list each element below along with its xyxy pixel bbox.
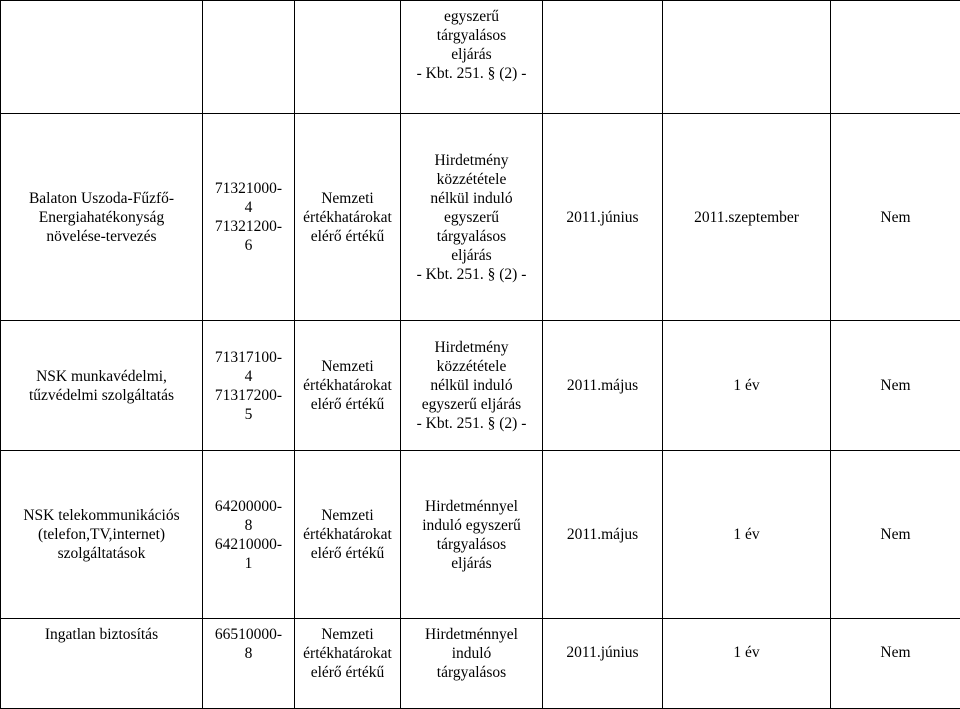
procedure-cell	[401, 451, 543, 619]
duration-cell: 1 év	[663, 451, 831, 619]
cell-line: Nemzeti	[298, 189, 397, 208]
cell-line: 64200000-	[206, 497, 291, 516]
cell-line: NSK munkavédelmi,	[4, 367, 199, 386]
eu-cell: Nem	[831, 619, 960, 709]
table-row	[1, 619, 960, 709]
cell-line: nélkül induló	[404, 376, 539, 395]
cell-line: 64210000-	[206, 535, 291, 554]
cell-line: tárgyalásos	[404, 26, 539, 45]
cpv-cell	[203, 321, 295, 451]
cell-line: eljárás	[404, 45, 539, 64]
eu-cell: Nem	[831, 451, 960, 619]
cell-line: szolgáltatások	[4, 544, 199, 563]
cell-line: 8	[206, 516, 291, 535]
value-class-cell	[295, 451, 401, 619]
cpv-cell	[203, 114, 295, 321]
cell-line: 71317200-	[206, 386, 291, 405]
cell-line: 71321200-	[206, 217, 291, 236]
procedure-cell	[401, 619, 543, 709]
cell-line: elérő értékű	[298, 544, 397, 563]
eu-cell	[831, 1, 960, 114]
cell-line: (telefon,TV,internet)	[4, 525, 199, 544]
cell-line: Ingatlan biztosítás	[4, 625, 199, 644]
cell-line: tűzvédelmi szolgáltatás	[4, 386, 199, 405]
cell-line: elérő értékű	[298, 227, 397, 246]
cell-line: értékhatárokat	[298, 376, 397, 395]
cell-line: Balaton Uszoda-Fűzfő-	[4, 189, 199, 208]
table-row	[1, 114, 960, 321]
cell-line: növelése-tervezés	[4, 227, 199, 246]
cell-line: elérő értékű	[298, 663, 397, 682]
cell-line: induló egyszerű	[404, 516, 539, 535]
start-cell: 2011.június	[543, 619, 663, 709]
cell-line: 8	[206, 644, 291, 663]
table-row	[1, 1, 960, 114]
eu-cell: Nem	[831, 114, 960, 321]
cell-line: Hirdetmény	[404, 338, 539, 357]
start-cell: 2011.május	[543, 321, 663, 451]
cell-line: 71317100-	[206, 348, 291, 367]
value-class-cell	[295, 1, 401, 114]
duration-cell: 2011.szeptember	[663, 114, 831, 321]
cell-line: egyszerű	[404, 7, 539, 26]
cpv-cell	[203, 1, 295, 114]
cell-line: 1	[206, 554, 291, 573]
cell-line: Energiahatékonyság	[4, 208, 199, 227]
cell-line: egyszerű	[404, 208, 539, 227]
start-cell: 2011.június	[543, 114, 663, 321]
cell-line: egyszerű eljárás	[404, 395, 539, 414]
procedure-cell	[401, 321, 543, 451]
cell-line: Hirdetménnyel	[404, 497, 539, 516]
cell-line: elérő értékű	[298, 395, 397, 414]
cell-line: tárgyalásos	[404, 535, 539, 554]
procedure-cell	[401, 114, 543, 321]
subject-cell	[1, 321, 203, 451]
duration-cell: 1 év	[663, 619, 831, 709]
cell-line: 5	[206, 405, 291, 424]
value-class-cell	[295, 114, 401, 321]
subject-cell	[1, 1, 203, 114]
value-class-cell	[295, 619, 401, 709]
cell-line: Nemzeti	[298, 357, 397, 376]
start-cell	[543, 1, 663, 114]
eu-cell: Nem	[831, 321, 960, 451]
cell-line: Nemzeti	[298, 506, 397, 525]
cell-line: Hirdetmény	[404, 151, 539, 170]
cell-line: eljárás	[404, 554, 539, 573]
cell-line: Nemzeti	[298, 625, 397, 644]
cpv-cell	[203, 451, 295, 619]
subject-cell	[1, 619, 203, 709]
cell-line: tárgyalásos	[404, 227, 539, 246]
cell-line: nélkül induló	[404, 189, 539, 208]
table-row	[1, 321, 960, 451]
procedure-cell	[401, 1, 543, 114]
cell-line: közzététele	[404, 170, 539, 189]
subject-cell	[1, 451, 203, 619]
cell-line: 6	[206, 236, 291, 255]
cell-line: Hirdetménnyel	[404, 625, 539, 644]
cell-line: értékhatárokat	[298, 525, 397, 544]
duration-cell	[663, 1, 831, 114]
table-row	[1, 451, 960, 619]
start-cell: 2011.május	[543, 451, 663, 619]
cell-line: - Kbt. 251. § (2) -	[404, 414, 539, 433]
cell-line: eljárás	[404, 246, 539, 265]
subject-cell	[1, 114, 203, 321]
cell-line: 4	[206, 198, 291, 217]
cell-line: tárgyalásos	[404, 663, 539, 682]
cell-line: - Kbt. 251. § (2) -	[404, 64, 539, 83]
cell-line: induló	[404, 644, 539, 663]
cell-line: 66510000-	[206, 625, 291, 644]
cell-line: értékhatárokat	[298, 644, 397, 663]
duration-cell: 1 év	[663, 321, 831, 451]
cell-line: közzététele	[404, 357, 539, 376]
cell-line: 4	[206, 367, 291, 386]
cell-line: értékhatárokat	[298, 208, 397, 227]
cell-line: NSK telekommunikációs	[4, 506, 199, 525]
cpv-cell	[203, 619, 295, 709]
cell-line: 71321000-	[206, 179, 291, 198]
cell-line: - Kbt. 251. § (2) -	[404, 265, 539, 284]
value-class-cell	[295, 321, 401, 451]
